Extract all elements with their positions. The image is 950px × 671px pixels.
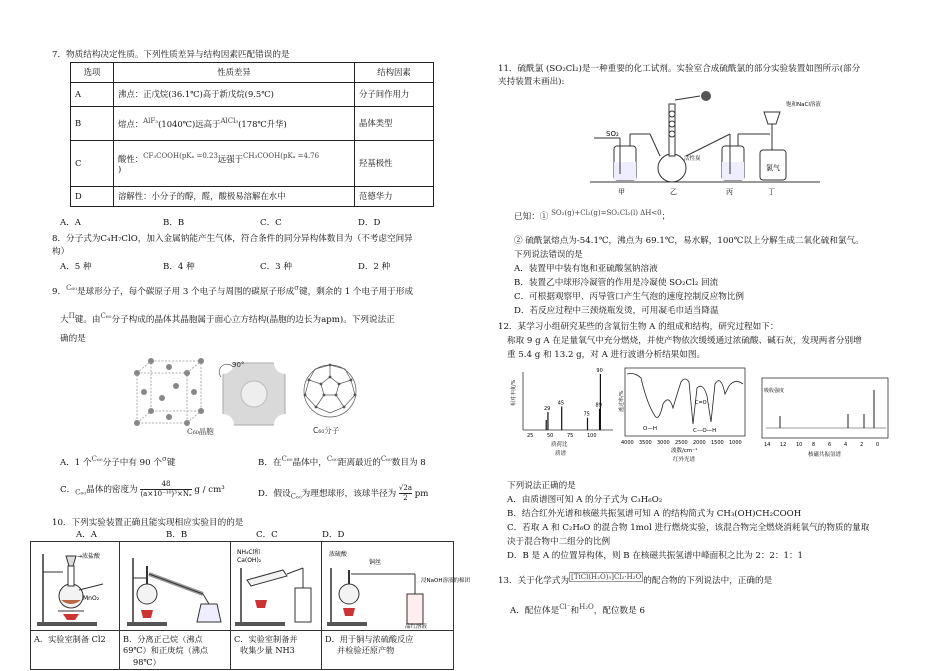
q10-option-b: B．B [166,530,188,540]
q11-apparatus [590,90,820,200]
q7-option-d: D．D [358,218,381,228]
q11-ask: 下列说法错误的是 [514,250,583,260]
q12-nmr-spectrum [760,376,895,460]
q7-row-a-factor: 分子间作用力 [355,83,434,107]
q11-label-bing: 丙 [726,188,733,196]
q12-mass-spectrum [505,366,617,458]
svg-text:0: 0 [876,442,880,448]
q12-option-d: D．B 是 A 的位置异构体，则 B 在核磁共振氢谱中峰面积之比为 2：2：1：1 [507,551,804,561]
q12-stem: 12．某学习小组研究某些的含氧衍生物 A 的组成和结构，研究过程如下： [498,322,779,332]
ms-tick-50: 50 [547,433,554,439]
q8-option-a: A．5 种 [60,262,92,272]
q9-option-d-denominator: 2 [403,493,408,502]
q8-option-b: B．4 种 [163,262,195,272]
q8-option-c: C．3 种 [260,262,292,272]
q10-panel-a-label-acid: →浓盐酸 [77,553,101,560]
q11-label-jia: 甲 [618,188,625,196]
q9-line3: 确的是 [60,334,86,344]
q10-option-a: A．A [76,530,98,540]
q9-fig-label-molecule: C₆₀分子 [313,426,340,435]
nmr-ylabel: 吸收强度 [764,388,785,394]
ms-tick-100: 100 [587,433,597,439]
q12-option-c: C．若取 A 和 C₂H₆O 的混合物 1mol 进行燃烧实验，该混合物完全燃烧消耗氧气的物质的量取 [507,523,870,533]
q11-label-cl2: 氯气 [766,164,780,172]
q10-panel-d-label-acid: 浓硫酸 [329,551,348,558]
q10-panel-d-label-naoh: 浸NaOH溶液的棉团 [421,578,470,584]
ms-ylabel: 相对丰度/% [511,379,517,406]
svg-text:1500: 1500 [711,440,724,446]
q12-option-c-cont: 决于混合物中二组分的比例 [507,537,611,547]
q11-label-ding: 丁 [768,188,775,196]
q7-row-c-factor: 羟基极性 [355,141,434,187]
fcc-cut-cube [212,352,296,436]
q7-row-d [71,187,434,207]
q10-panel-a-label-mno2: MnO₂ [83,595,100,602]
q10-option-d: D．D [322,530,345,540]
q7-row-b [71,107,434,141]
q8-option-d: D．2 种 [358,262,391,272]
q7-row-c-opt: C [71,141,114,187]
ir-xlabel: 波数/cm⁻¹ [671,448,698,454]
q9-option-a: A．1 个$^{C_{60}}$分子中有 90 个$^\sigma$键 [60,455,176,468]
q9-option-c-numerator: 48 [140,480,191,490]
q11-option-b: B．装置乙中球形冷凝管的作用是冷凝使 SO₂Cl₂ 回流 [514,278,719,288]
q7-row-b-prop: 熔点：$^{AlF_3}$(1040℃)远高于$^{AlCl_3}$(178℃升华) [114,107,355,141]
q7-header-factor: 结构因素 [355,63,434,83]
q7-option-a: A．A [60,218,82,228]
q12-option-a: A．由质谱图可知 A 的分子式为 C₃H₆O₂ [507,495,663,505]
svg-text:4: 4 [844,442,848,448]
svg-text:3500: 3500 [639,440,652,446]
q11-stem: 11．硫酰氯 (SO₂Cl₂)是一种重要的化工试剂。实验室合成硫酰氯的部分实验装置如图所示(部分 [498,64,861,74]
q9-option-c-denominator: (a×10⁻¹⁰)³×Nₐ [140,489,192,498]
ir-group-oh: O—H [643,426,657,432]
q12-stem-3: 重 5.4 g 和 13.2 g，对 A 进行波谱分析结果如图。 [507,350,706,360]
q7-row-a-opt: A [71,83,114,107]
q10-panel-b-caption: B．分离正己烷（沸点 69℃）和正庚烷（沸点 98℃） [123,634,209,667]
q7-stem: 7．物质结构决定性质。下列性质差异与结构因素匹配错误的是 [52,50,290,60]
ir-caption: 红外光谱 [673,457,696,463]
q13-stem: 13．关于化学式为 $^{[TiCl(H_2O)_5]Cl_2\cdot H_2O}$ 的配合物的下列说法中，正确的是 [498,573,773,586]
q9-option-c: C．$_{C_{60}}$晶体的密度为 $\frac{48}{\text{(a×10⁻¹⁰)³×Nₐ}}$ g / cm³ [60,480,225,498]
q11-known-2: ② 硫酰氯熔点为-54.1℃，沸点为 69.1℃，易水解，100℃以上分解生成二氧化硫和氯气。 [514,236,864,246]
svg-text:6: 6 [828,442,832,448]
q7-option-b: B．B [163,218,185,228]
svg-text:14: 14 [764,442,771,448]
svg-text:4000: 4000 [621,440,634,446]
nmr-ticks [764,442,879,448]
ms-peaks [544,368,603,430]
q9-option-b: B．在$^{C_{60}}$晶体中，$^{C_{60}}$距离最近的$^{C_{60}}$数目为 8 [258,455,426,468]
ms-caption: 质谱 [555,451,567,457]
q10-panel-d-label-pinhong: 品红溶液 [405,624,428,630]
ms-peak-label: 45 [557,400,565,407]
q7-row-b-opt: B [71,107,114,141]
q10-panel-c-caption: C．实验室制备并 收集少量 NH3 [234,634,298,656]
q10-panel-d-label-cu: 铜丝 [369,559,382,566]
svg-text:2500: 2500 [675,440,688,446]
fcc-cube-atoms [134,358,204,426]
q10-stem: 10．下列实验装置正确且能实现相应实验目的的是 [52,518,244,528]
ms-peak-label: 75 [583,411,590,418]
q12-ask: 下列说法正确的是 [507,481,576,491]
svg-text:2: 2 [860,442,864,448]
q11-label-so2: SO₂ [606,130,619,138]
q10-panel-a-apparatus [33,544,117,628]
q7-row-d-prop: 溶解性：小分子的醇，醛，酸极易溶解在水中 [114,187,355,207]
q7-header-option: 选项 [71,63,114,83]
ir-trace [627,374,743,425]
q11-option-a: A．装置甲中装有饱和亚硫酸氢钠溶液 [514,264,658,274]
svg-text:12: 12 [780,442,787,448]
q10-panels-frame [30,541,470,670]
q9-fig-label-cell: C₆₀晶胞 [187,427,214,436]
q11-label-yi: 乙 [670,188,677,196]
q10-panel-c-label-2: Ca(OH)₂ [237,557,262,564]
svg-text:1000: 1000 [729,440,742,446]
q11-known-1: 已知：① $^{SO_2(g)+Cl_2(g)=SO_2Cl_2(l) \Delta H<0}$； [514,209,671,222]
q10-panel-d-apparatus [325,544,470,630]
q7-row-d-opt: D [71,187,114,207]
q10-option-c: C．C [256,530,278,540]
c60-molecule [304,365,356,417]
q11-option-d: D．若反应过程中三颈烧瓶发烫，可用凝毛巾适当降温 [514,306,719,316]
q10-panel-b-apparatus [123,544,228,628]
q8-stem: 8．分子式为C₄H₇ClO，加入金属钠能产生气体，符合条件的同分异构体数目为（不考虑空间异 [52,234,413,244]
q10-panel-d-caption: D．用于铜与浓硫酸反应 并检验还原产物 [325,634,414,656]
q10-panel-c-apparatus [233,544,319,628]
q11-label-hxt: 活性炭 [684,156,701,162]
q13-option-a: A．配位体是$^{Cl^-}$和$^{H_2O}$，配位数是 6 [510,603,645,616]
q7-header-property: 性质差异 [114,63,355,83]
q10-panel-c-label-1: NH₄Cl和 [237,549,261,556]
q7-row-c [71,141,434,187]
q9-figure [125,355,365,440]
q11-option-c: C．可根据观察甲、丙导管口产生气泡的速度控制反应物比例 [514,292,745,302]
q9-fig-angle: 90° [232,361,245,369]
q7-row-d-factor: 范德华力 [355,187,434,207]
q11-label-brine: 饱和NaCl溶液 [786,102,821,108]
q7-row-b-factor: 晶体类型 [355,107,434,141]
ir-ticks [621,440,742,446]
svg-text:2000: 2000 [693,440,706,446]
q11-stem-cont: 夹持装置未画出): [498,77,565,87]
q9-line1: 9．$^{C_{60}}$是球形分子，每个碳原子用 3 个电子与周围的碳原子形成$^\sigma$键，剩余的 1 个电子用于形成 [52,284,414,297]
ir-group-co: C=O [695,400,707,406]
q12-option-b: B．结合红外光谱和核磁共振氢谱可知 A 的结构简式为 CH₃(OH)CH₂COOH [507,509,802,519]
ms-xlabel: 质荷比 [551,442,568,448]
svg-text:3000: 3000 [657,440,670,446]
ms-tick-25: 25 [527,433,534,439]
q8-stem-cont: 构） [52,247,70,257]
q7-row-a [71,83,434,107]
q7-table [70,62,434,207]
ms-peak-label: 90 [596,368,603,374]
ms-peak-label: 29 [543,406,551,413]
ir-ylabel: 透过率/% [619,390,625,412]
q9-line2: 大$^\Pi$键。由$^{C_{60}}$分子构成的晶体其晶胞属于面心立方结构(晶胞的边长为apm)。下列说法正 [60,312,395,325]
q12-ir-spectrum [615,364,750,464]
q12-stem-2: 称取 9 g A 在足量氧气中充分燃烧，并使产物依次缓缓通过浓硫酸、碱石灰，发现两者分别增 [507,336,862,346]
q7-row-c-prop: 酸性：$^{CF_3COOH(pK_a =0.23}$远强于$^{CH_3COOH(pK_a =4.76}$ ) [114,141,355,187]
nmr-xlabel: 核磁共振氢谱 [808,452,842,458]
ms-tick-75: 75 [567,433,574,439]
q9-option-d: D．假设$_{C_{60}}$为理想球形，该球半径为 $\frac{√2a}{2}$ pm [258,484,429,502]
q9-option-d-numerator: √2a [398,484,413,492]
svg-text:8: 8 [812,442,816,448]
svg-text:10: 10 [796,442,803,448]
q10-panel-a-caption: A．实验室制备 Cl2 [34,634,106,644]
ms-peak-label: 89 [595,402,602,409]
q7-row-a-prop: 沸点：正戊烷(36.1℃)高于新戊烷(9.5℃) [114,83,355,107]
ir-group-coh: C—O—H [693,428,717,434]
q7-option-c: C．C [260,218,282,228]
